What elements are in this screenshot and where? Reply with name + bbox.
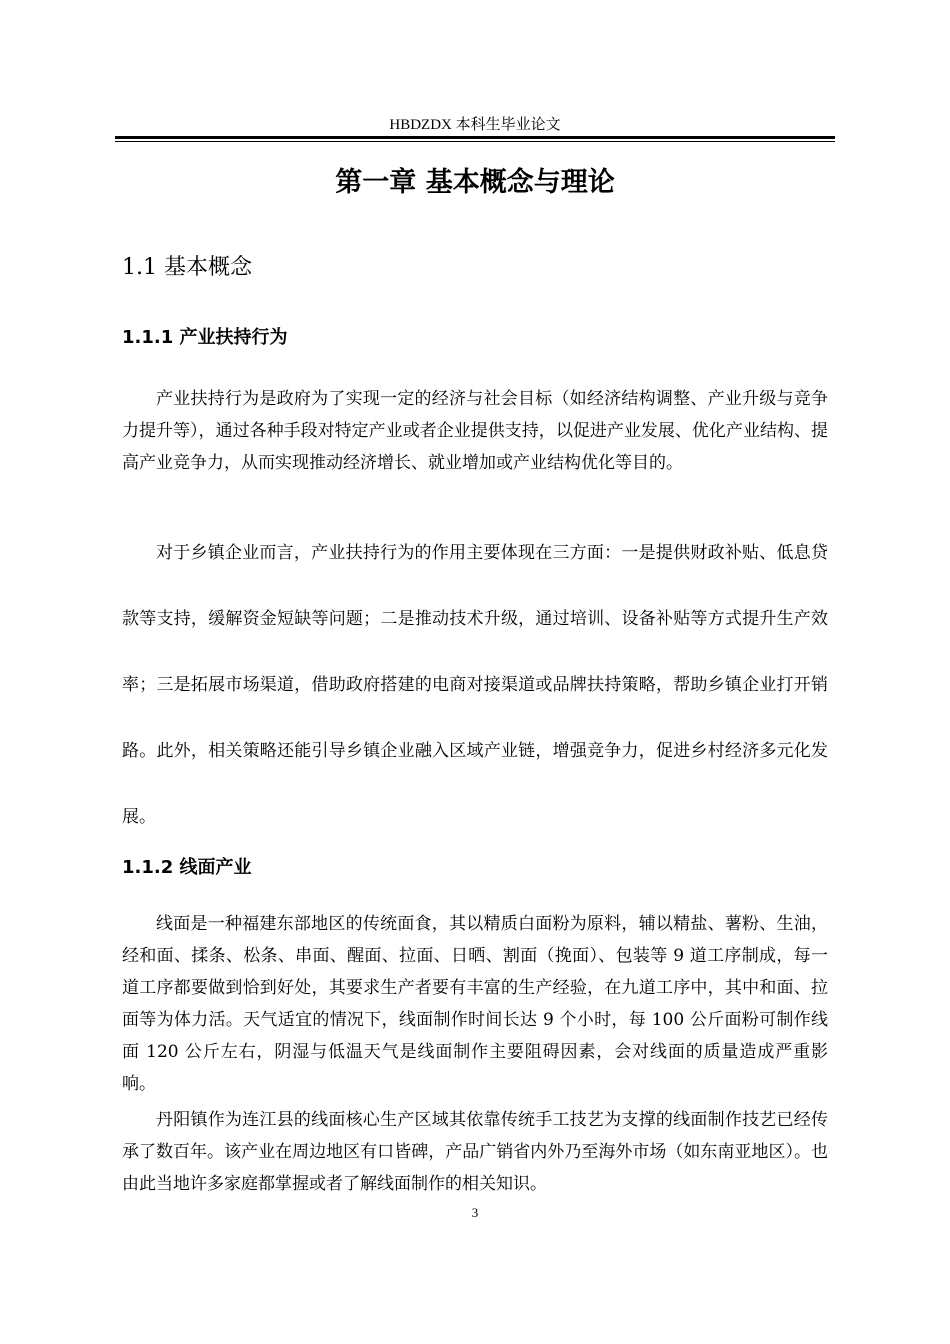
page-number: 3 — [471, 1205, 479, 1220]
paragraph-noodle-description: 线面是一种福建东部地区的传统面食，其以精质白面粉为原料，辅以精盐、薯粉、生油，经和面、揉条、松条、串面、醒面、拉面、日晒、割面（挽面）、包装等 9 道工序制成，每一道工序都要做到恰到好处，其要求生产者要有丰富的生产经验，在九道工序中，其中和面、拉面等为体力活。天气适宜的情况下，线面制作时间长达 9 个小时，每 100 公斤面粉可制作线面 120 公斤左右，阴湿与低温天气是线面制作主要阻碍因素，会对线面的质量造成严重影响。 — [122, 914, 828, 1094]
header-rule-thin — [115, 141, 835, 142]
subsection-title-1-1-1: 1.1.1 产业扶持行为 — [122, 327, 288, 348]
chapter-title: 第一章 基本概念与理论 — [335, 167, 615, 198]
subsection-title-1-1-2: 1.1.2 线面产业 — [122, 857, 252, 878]
paragraph-industry-support-effects: 对于乡镇企业而言，产业扶持行为的作用主要体现在三方面：一是提供财政补贴、低息贷款等支持，缓解资金短缺等问题；二是推动技术升级，通过培训、设备补贴等方式提升生产效率；三是拓展市场渠道，借助政府搭建的电商对接渠道或品牌扶持策略，帮助乡镇企业打开销路。此外，相关策略还能引导乡镇企业融入区域产业链，增强竞争力，促进乡村经济多元化发展。 — [122, 543, 828, 827]
running-header: HBDZDX 本科生毕业论文 — [389, 117, 561, 133]
section-title-1-1: 1.1 基本概念 — [122, 255, 252, 280]
paragraph-danyang-town: 丹阳镇作为连江县的线面核心生产区域其依靠传统手工技艺为支撑的线面制作技艺已经传承了数百年。该产业在周边地区有口皆碑，产品广销省内外乃至海外市场（如东南亚地区）。也由此当地许多家庭都掌握或者了解线面制作的相关知识。 — [122, 1110, 828, 1194]
header-rule-thick — [115, 136, 835, 139]
paragraph-industry-support-definition: 产业扶持行为是政府为了实现一定的经济与社会目标（如经济结构调整、产业升级与竞争力提升等），通过各种手段对特定产业或者企业提供支持，以促进产业发展、优化产业结构、提高产业竞争力，从而实现推动经济增长、就业增加或产业结构优化等目的。 — [122, 389, 828, 473]
